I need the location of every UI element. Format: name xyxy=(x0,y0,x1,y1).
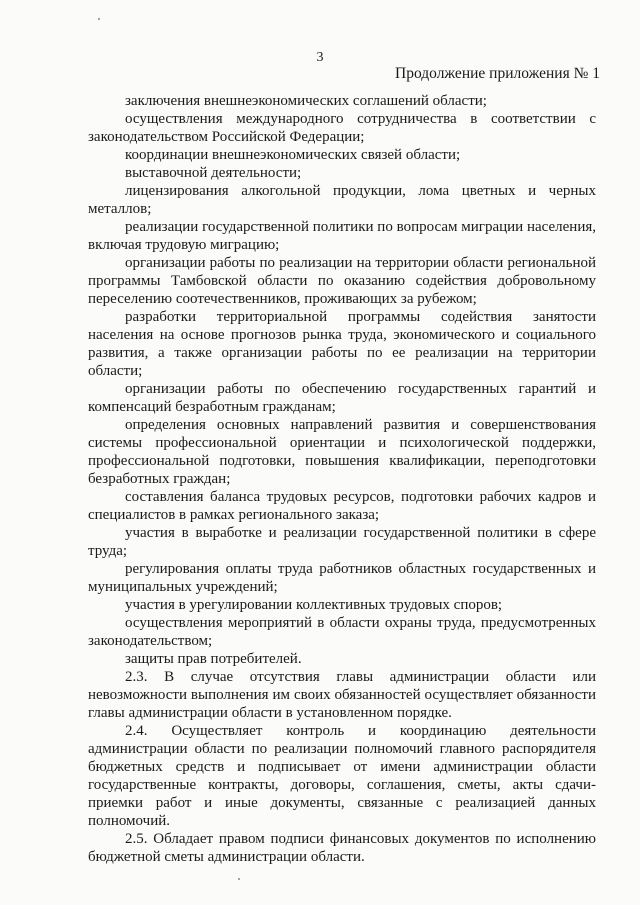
paragraph: осуществления международного сотрудничества в соответствии с законодательством Российской Федерации; xyxy=(88,111,596,145)
paragraph: выставочной деятельности; xyxy=(125,165,302,181)
scan-dot-top-left xyxy=(98,18,100,20)
paragraph: осуществления мероприятий в области охраны труда, предусмотренных законодательством; xyxy=(88,615,596,649)
paragraph: защиты прав потребителей. xyxy=(125,651,302,667)
section-paragraph: 2.5. Обладает правом подписи финансовых документов по исполнению бюджетной сметы администрации области. xyxy=(88,831,596,865)
paragraph: составления баланса трудовых ресурсов, подготовки рабочих кадров и специалистов в рамках регионального заказа; xyxy=(88,489,596,523)
paragraph: заключения внешнеэкономических соглашений области; xyxy=(125,93,487,109)
paragraph: участия в выработке и реализации государственной политики в сфере труда; xyxy=(88,525,596,559)
paragraph: лицензирования алкогольной продукции, лома цветных и черных металлов; xyxy=(88,183,596,217)
paragraph: организации работы по реализации на территории области региональной программы Тамбовской области по оказанию содействия добровольному переселению соотечественников, проживающих за рубежом; xyxy=(88,255,596,307)
page-number: 3 xyxy=(316,50,324,65)
document-body xyxy=(88,92,596,866)
paragraph: регулирования оплаты труда работников областных государственных и муниципальных учреждений; xyxy=(88,561,596,595)
paragraph: организации работы по обеспечению государственных гарантий и компенсаций безработным гражданам; xyxy=(88,381,596,415)
appendix-continuation-note: Продолжение приложения № 1 xyxy=(395,65,600,82)
paragraph: координации внешнеэкономических связей области; xyxy=(125,147,461,163)
paragraph: определения основных направлений развития и совершенствования системы профессиональной ориентации и психологической поддержки, профессиональной подготовки, повышения квалификации, переподготовки безработных граждан; xyxy=(88,417,596,487)
paragraph: участия в урегулировании коллективных трудовых споров; xyxy=(125,597,503,613)
scan-dot-bottom xyxy=(238,878,240,880)
section-paragraph: 2.3. В случае отсутствия главы администрации области или невозможности выполнения им своих обязанностей осуществляет обязанности главы администрации области в установленном порядке. xyxy=(88,669,596,721)
paragraph: разработки территориальной программы содействия занятости населения на основе прогнозов рынка труда, экономического и социального развития, а также организации работы по ее реализации на территории области; xyxy=(88,309,596,379)
section-paragraph: 2.4. Осуществляет контроль и координацию деятельности администрации области по реализации полномочий главного распорядителя бюджетных средств и подписывает от имени администрации области государственные контракты, договоры, соглашения, сметы, акты сдачи-приемки работ и иные документы, связанные с реализацией данных полномочий. xyxy=(88,723,596,829)
paragraph: реализации государственной политики по вопросам миграции населения, включая трудовую миграцию; xyxy=(88,219,596,253)
